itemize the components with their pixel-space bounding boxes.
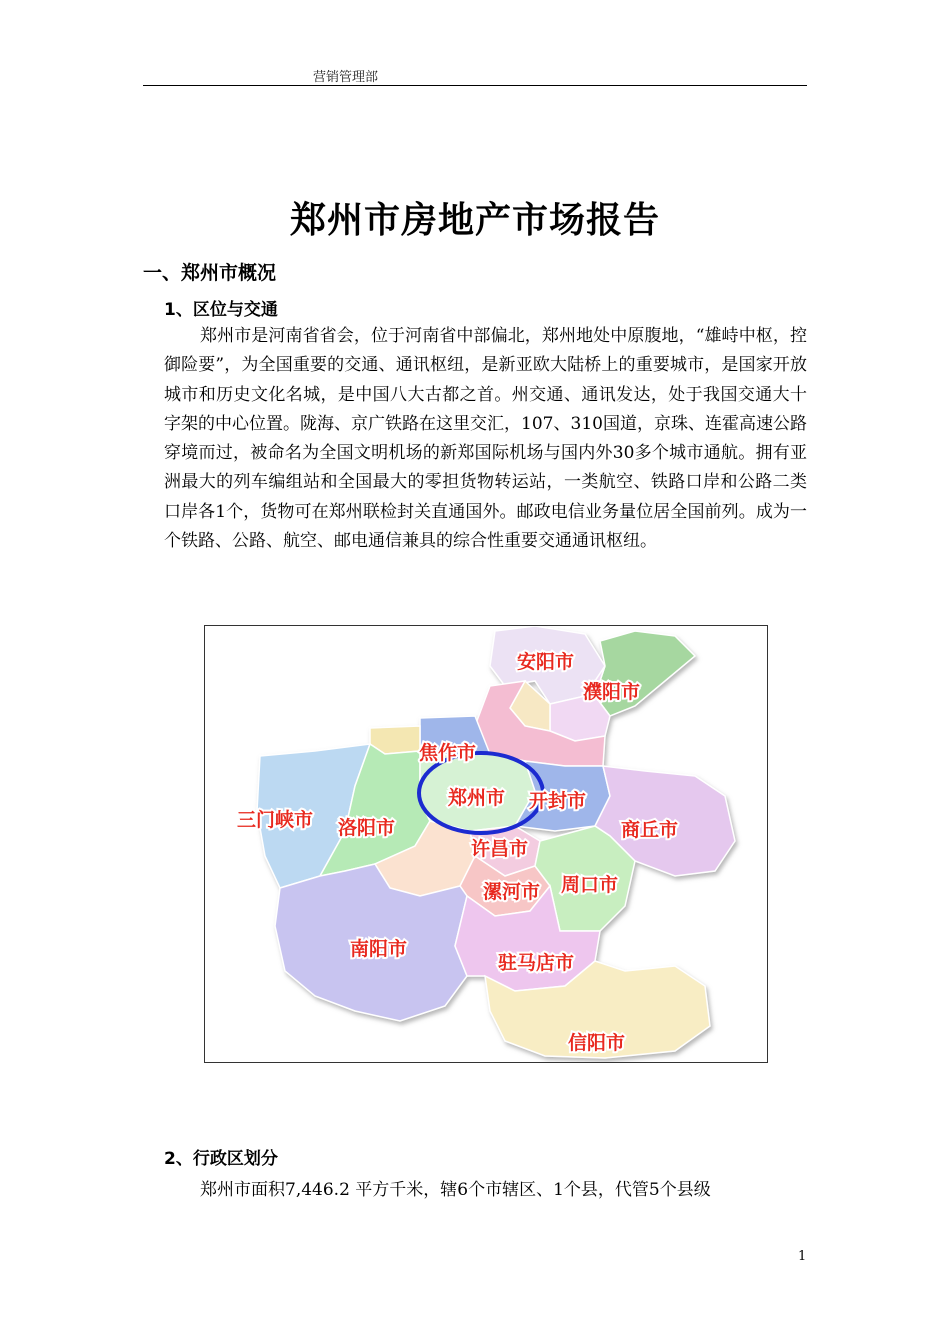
label-nanyang: 南阳市 [350,938,408,960]
page-header: 营销管理部 [313,70,379,85]
label-anyang: 安阳市 [517,651,575,673]
label-puyang: 濮阳市 [583,681,641,703]
location-paragraph: 郑州市是河南省省会，位于河南省中部偏北，郑州地处中原腹地，“雄峙中枢，控御险要”，为全国重要的交通、通讯枢纽，是新亚欧大陆桥上的重要城市，是国家开放城市和历史文化名城，是中国八大古都之首。州交通、通讯发达，处于我国交通大十字架的中心位置。陇海、京广铁路在这里交汇，107、310国道，京珠、连霍高速公路穿境而过，被命名为全国文明机场的新郑国际机场与国内外30多个城市通航。拥有亚洲最大的列车编组站和全国最大的零担货物转运站，一类航空、铁路口岸和公路二类口岸各1个，货物可在郑州联检封关直通国外。邮政电信业务量位居全国前列。成为一个铁路、公路、航空、邮电通信兼具的综合性重要交通通讯枢纽。 [164,326,807,552]
region-puyang-green [595,631,695,716]
label-zhengzhou: 郑州市 [448,787,506,809]
section-heading: 一、郑州市概况 [143,262,277,284]
label-shangqiu: 商丘市 [621,819,679,841]
label-sanmenxia: 三门峡市 [237,809,314,831]
subsection-heading-admin: 2、行政区划分 [164,1149,278,1169]
label-luoyang: 洛阳市 [338,817,396,839]
label-zhumadian: 驻马店市 [498,952,575,974]
subsection-heading-location: 1、区位与交通 [164,300,278,320]
label-luohe: 漯河市 [483,881,541,903]
header-divider [143,85,807,86]
admin-paragraph: 郑州市面积7,446.2 平方千米，辖6个市辖区、1个县，代管5个县级 [200,1180,711,1200]
label-jiaozuo: 焦作市 [419,742,477,764]
page-number: 1 [798,1249,807,1264]
label-zhoukou: 周口市 [561,874,619,896]
henan-map [205,626,767,1062]
label-xinyang: 信阳市 [568,1032,626,1054]
label-xuchang: 许昌市 [471,838,529,860]
henan-map-figure [204,625,768,1063]
label-kaifeng: 开封市 [529,790,587,812]
document-title: 郑州市房地产市场报告 [289,200,660,241]
